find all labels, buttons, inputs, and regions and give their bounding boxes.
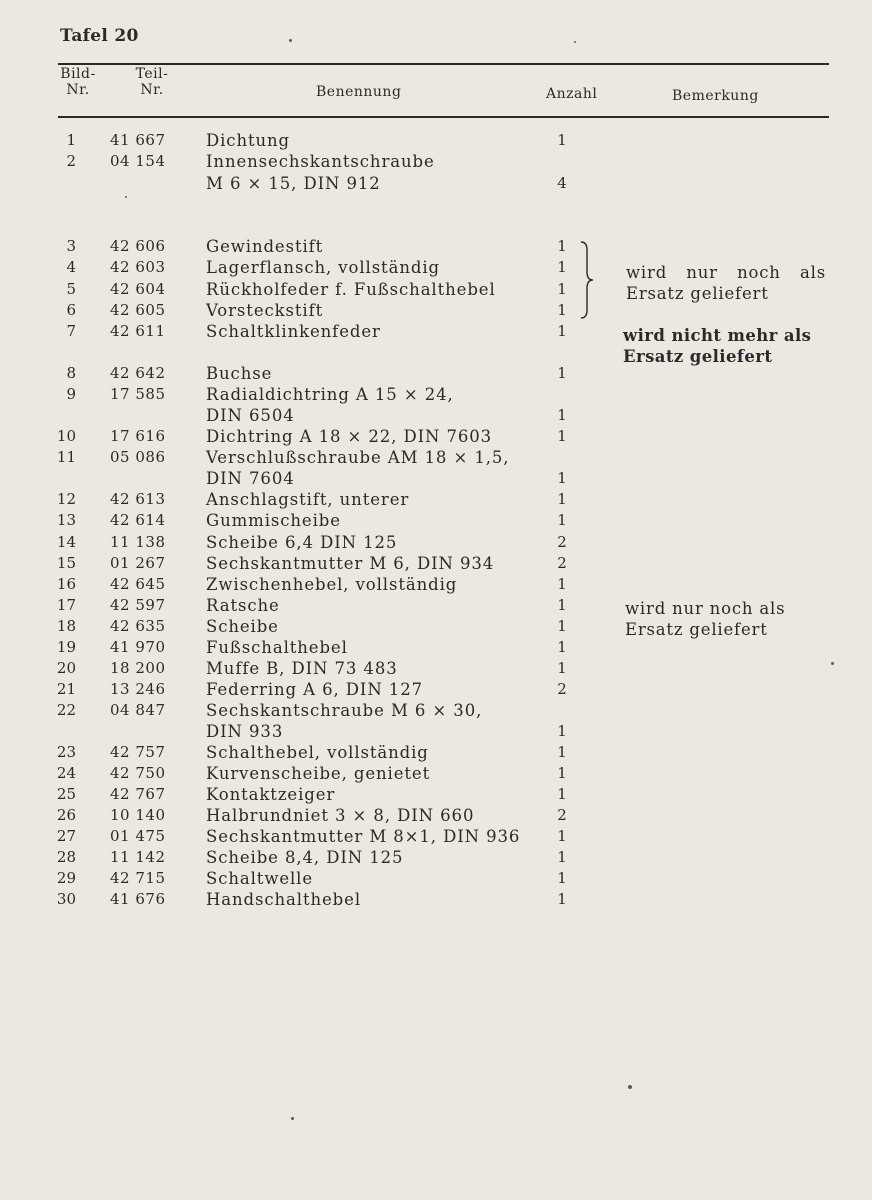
- table-row: [0, 826, 872, 847]
- bild-nr-cell: 1: [66, 131, 76, 149]
- table-row: [0, 532, 872, 553]
- teil-nr-cell: 42 750: [110, 764, 166, 782]
- teil-nr-cell: 42 613: [110, 490, 166, 508]
- teil-nr-cell: 41 970: [110, 638, 166, 656]
- teil-nr-cell: 42 603: [110, 258, 166, 276]
- bild-nr-cell: 7: [66, 322, 76, 340]
- teil-nr-cell: 42 605: [110, 301, 166, 319]
- bild-nr-cell: 18: [56, 617, 76, 635]
- benennung-cell: Anschlagstift, unterer: [206, 490, 410, 509]
- bracket-group-3-6: [578, 240, 596, 320]
- benennung-cell: Buchse: [206, 364, 273, 383]
- teil-nr-cell: 10 140: [110, 806, 166, 824]
- header-bemerkung: Bemerkung: [672, 88, 759, 104]
- bild-nr-cell: 27: [56, 827, 76, 845]
- benennung-cell: Fußschalthebel: [206, 638, 348, 657]
- bild-nr-cell: 6: [66, 301, 76, 319]
- benennung-cell: Sechskantmutter M 8×1, DIN 936: [206, 827, 521, 846]
- teil-nr-cell: 41 676: [110, 890, 166, 908]
- anzahl-cell: 1: [557, 131, 567, 149]
- bild-nr-cell: 15: [56, 554, 76, 572]
- bild-nr-cell: 11: [56, 448, 76, 466]
- remark-word: wird: [626, 263, 668, 282]
- benennung-cell: Sechskantmutter M 6, DIN 934: [206, 554, 495, 573]
- bild-nr-cell: 4: [66, 258, 76, 276]
- benennung-cell: Rückholfeder f. Fußschalthebel: [206, 280, 496, 299]
- teil-nr-cell: 42 597: [110, 596, 166, 614]
- benennung-cell: Muffe B, DIN 73 483: [206, 659, 398, 678]
- header-top-rule: [58, 63, 829, 65]
- teil-nr-cell: 42 611: [110, 322, 166, 340]
- anzahl-cell: 1: [557, 469, 567, 487]
- anzahl-cell: 1: [557, 490, 567, 508]
- benennung-cell: Schalthebel, vollständig: [206, 743, 429, 762]
- anzahl-cell: 1: [557, 301, 567, 319]
- benennung-cell: Verschlußschraube AM 18 × 1,5,: [206, 448, 510, 467]
- benennung-cell: DIN 6504: [206, 406, 295, 425]
- remark-group-3-6-line2: Ersatz geliefert: [626, 284, 769, 303]
- page-title: Tafel 20: [60, 26, 139, 46]
- anzahl-cell: 1: [557, 575, 567, 593]
- benennung-cell: DIN 7604: [206, 469, 295, 488]
- table-row: [0, 384, 872, 405]
- table-row: [0, 173, 872, 194]
- benennung-cell: Innensechskantschraube: [206, 152, 435, 171]
- anzahl-cell: 1: [557, 237, 567, 255]
- benennung-cell: Scheibe 8,4, DIN 125: [206, 848, 404, 867]
- anzahl-cell: 1: [557, 722, 567, 740]
- remark-group-17-18: [625, 598, 785, 640]
- table-row: [0, 405, 872, 426]
- benennung-cell: Scheibe 6,4 DIN 125: [206, 533, 398, 552]
- bild-nr-cell: 25: [56, 785, 76, 803]
- anzahl-cell: 1: [557, 785, 567, 803]
- anzahl-cell: 1: [557, 848, 567, 866]
- anzahl-cell: 1: [557, 869, 567, 887]
- remark-row-7-line1: wird nicht mehr als: [623, 326, 812, 345]
- benennung-cell: DIN 933: [206, 722, 284, 741]
- table-row: [0, 468, 872, 489]
- table-row: [0, 426, 872, 447]
- table-row: [0, 489, 872, 510]
- anzahl-cell: 1: [557, 617, 567, 635]
- header-teil-line1: Teil-: [135, 66, 169, 82]
- benennung-cell: Gummischeibe: [206, 511, 341, 530]
- anzahl-cell: 1: [557, 764, 567, 782]
- anzahl-cell: 1: [557, 258, 567, 276]
- table-row: [0, 447, 872, 468]
- benennung-cell: Sechskantschraube M 6 × 30,: [206, 701, 483, 720]
- remark-group-17-18-line2: Ersatz geliefert: [625, 620, 768, 639]
- table-row: [0, 679, 872, 700]
- teil-nr-cell: 42 606: [110, 237, 166, 255]
- bild-nr-cell: 22: [56, 701, 76, 719]
- teil-nr-cell: 42 604: [110, 280, 166, 298]
- teil-nr-cell: 42 614: [110, 511, 166, 529]
- table-row: [0, 553, 872, 574]
- teil-nr-cell: 04 154: [110, 152, 166, 170]
- teil-nr-cell: 42 635: [110, 617, 166, 635]
- remark-group-3-6-line1: [626, 262, 826, 283]
- anzahl-cell: 1: [557, 638, 567, 656]
- bild-nr-cell: 3: [66, 237, 76, 255]
- remark-word: noch: [737, 263, 781, 282]
- table-row: [0, 700, 872, 721]
- bild-nr-cell: 21: [56, 680, 76, 698]
- teil-nr-cell: 42 642: [110, 364, 166, 382]
- bild-nr-cell: 20: [56, 659, 76, 677]
- anzahl-cell: 1: [557, 280, 567, 298]
- benennung-cell: Kurvenscheibe, genietet: [206, 764, 431, 783]
- anzahl-cell: 1: [557, 406, 567, 424]
- anzahl-cell: 2: [557, 533, 567, 551]
- teil-nr-cell: 13 246: [110, 680, 166, 698]
- benennung-cell: M 6 × 15, DIN 912: [206, 174, 381, 193]
- teil-nr-cell: 17 616: [110, 427, 166, 445]
- bild-nr-cell: 30: [56, 890, 76, 908]
- table-row: [0, 151, 872, 172]
- teil-nr-cell: 17 585: [110, 385, 166, 403]
- bild-nr-cell: 14: [56, 533, 76, 551]
- bild-nr-cell: 23: [56, 743, 76, 761]
- table-row: [0, 721, 872, 742]
- header-benennung: Benennung: [316, 84, 402, 100]
- benennung-cell: Federring A 6, DIN 127: [206, 680, 423, 699]
- table-row: [0, 847, 872, 868]
- teil-nr-cell: 01 267: [110, 554, 166, 572]
- header-bottom-rule: [58, 116, 829, 118]
- bild-nr-cell: 9: [66, 385, 76, 403]
- bild-nr-cell: 5: [66, 280, 76, 298]
- benennung-cell: Halbrundniet 3 × 8, DIN 660: [206, 806, 475, 825]
- benennung-cell: Ratsche: [206, 596, 280, 615]
- benennung-cell: Dichtung: [206, 131, 291, 150]
- table-row: [0, 574, 872, 595]
- benennung-cell: Radialdichtring A 15 × 24,: [206, 385, 454, 404]
- teil-nr-cell: 04 847: [110, 701, 166, 719]
- teil-nr-cell: 42 715: [110, 869, 166, 887]
- bild-nr-cell: 8: [66, 364, 76, 382]
- teil-nr-cell: 41 667: [110, 131, 166, 149]
- anzahl-cell: 2: [557, 680, 567, 698]
- bild-nr-cell: 29: [56, 869, 76, 887]
- bild-nr-cell: 16: [56, 575, 76, 593]
- teil-nr-cell: 42 767: [110, 785, 166, 803]
- anzahl-cell: 1: [557, 511, 567, 529]
- remark-row-7-line2: Ersatz geliefert: [623, 347, 773, 366]
- paper-speck: [289, 39, 292, 42]
- teil-nr-cell: 05 086: [110, 448, 166, 466]
- teil-nr-cell: 18 200: [110, 659, 166, 677]
- table-row: [0, 763, 872, 784]
- paper-speck: [291, 1117, 294, 1120]
- anzahl-cell: 1: [557, 322, 567, 340]
- table-row: [0, 889, 872, 910]
- teil-nr-cell: 11 142: [110, 848, 166, 866]
- bild-nr-cell: 2: [66, 152, 76, 170]
- teil-nr-cell: 42 645: [110, 575, 166, 593]
- anzahl-cell: 1: [557, 890, 567, 908]
- paper-speck: [831, 662, 834, 665]
- table-row: [0, 236, 872, 257]
- bild-nr-cell: 17: [56, 596, 76, 614]
- remark-group-17-18-line1: wird nur noch als: [625, 599, 786, 618]
- table-row: [0, 742, 872, 763]
- benennung-cell: Scheibe: [206, 617, 279, 636]
- header-anzahl: Anzahl: [546, 86, 598, 102]
- paper-speck: [125, 196, 127, 198]
- header-bild-line2: Nr.: [66, 82, 90, 98]
- table-row: [0, 510, 872, 531]
- paper-speck: [628, 1085, 632, 1089]
- remark-group-3-6: [626, 262, 826, 283]
- benennung-cell: Handschalthebel: [206, 890, 361, 909]
- table-row: [0, 637, 872, 658]
- anzahl-cell: 1: [557, 659, 567, 677]
- bild-nr-cell: 19: [56, 638, 76, 656]
- teil-nr-cell: 11 138: [110, 533, 166, 551]
- benennung-cell: Vorsteckstift: [206, 301, 324, 320]
- bild-nr-cell: 10: [56, 427, 76, 445]
- bild-nr-cell: 13: [56, 511, 76, 529]
- remark-row-7: [623, 325, 811, 367]
- anzahl-cell: 1: [557, 827, 567, 845]
- benennung-cell: Dichtring A 18 × 22, DIN 7603: [206, 427, 493, 446]
- teil-nr-cell: 01 475: [110, 827, 166, 845]
- anzahl-cell: 1: [557, 596, 567, 614]
- table-row: [0, 130, 872, 151]
- benennung-cell: Schaltklinkenfeder: [206, 322, 381, 341]
- benennung-cell: Lagerflansch, vollständig: [206, 258, 440, 277]
- anzahl-cell: 1: [557, 364, 567, 382]
- anzahl-cell: 1: [557, 427, 567, 445]
- benennung-cell: Schaltwelle: [206, 869, 314, 888]
- benennung-cell: Gewindestift: [206, 237, 324, 256]
- bild-nr-cell: 26: [56, 806, 76, 824]
- remark-word: als: [800, 263, 826, 282]
- benennung-cell: Kontaktzeiger: [206, 785, 336, 804]
- table-row: [0, 868, 872, 889]
- bild-nr-cell: 12: [56, 490, 76, 508]
- table-row: [0, 805, 872, 826]
- bild-nr-cell: 28: [56, 848, 76, 866]
- remark-word: nur: [686, 263, 718, 282]
- teil-nr-cell: 42 757: [110, 743, 166, 761]
- benennung-cell: Zwischenhebel, vollständig: [206, 575, 458, 594]
- paper-speck: [574, 41, 576, 43]
- anzahl-cell: 2: [557, 554, 567, 572]
- header-bild-nr: [56, 66, 100, 98]
- table-row: [0, 658, 872, 679]
- header-teil-nr: [128, 66, 176, 98]
- bild-nr-cell: 24: [56, 764, 76, 782]
- anzahl-cell: 2: [557, 806, 567, 824]
- table-row: [0, 784, 872, 805]
- header-bild-line1: Bild-: [60, 66, 96, 82]
- header-teil-line2: Nr.: [140, 82, 164, 98]
- anzahl-cell: 4: [557, 174, 567, 192]
- anzahl-cell: 1: [557, 743, 567, 761]
